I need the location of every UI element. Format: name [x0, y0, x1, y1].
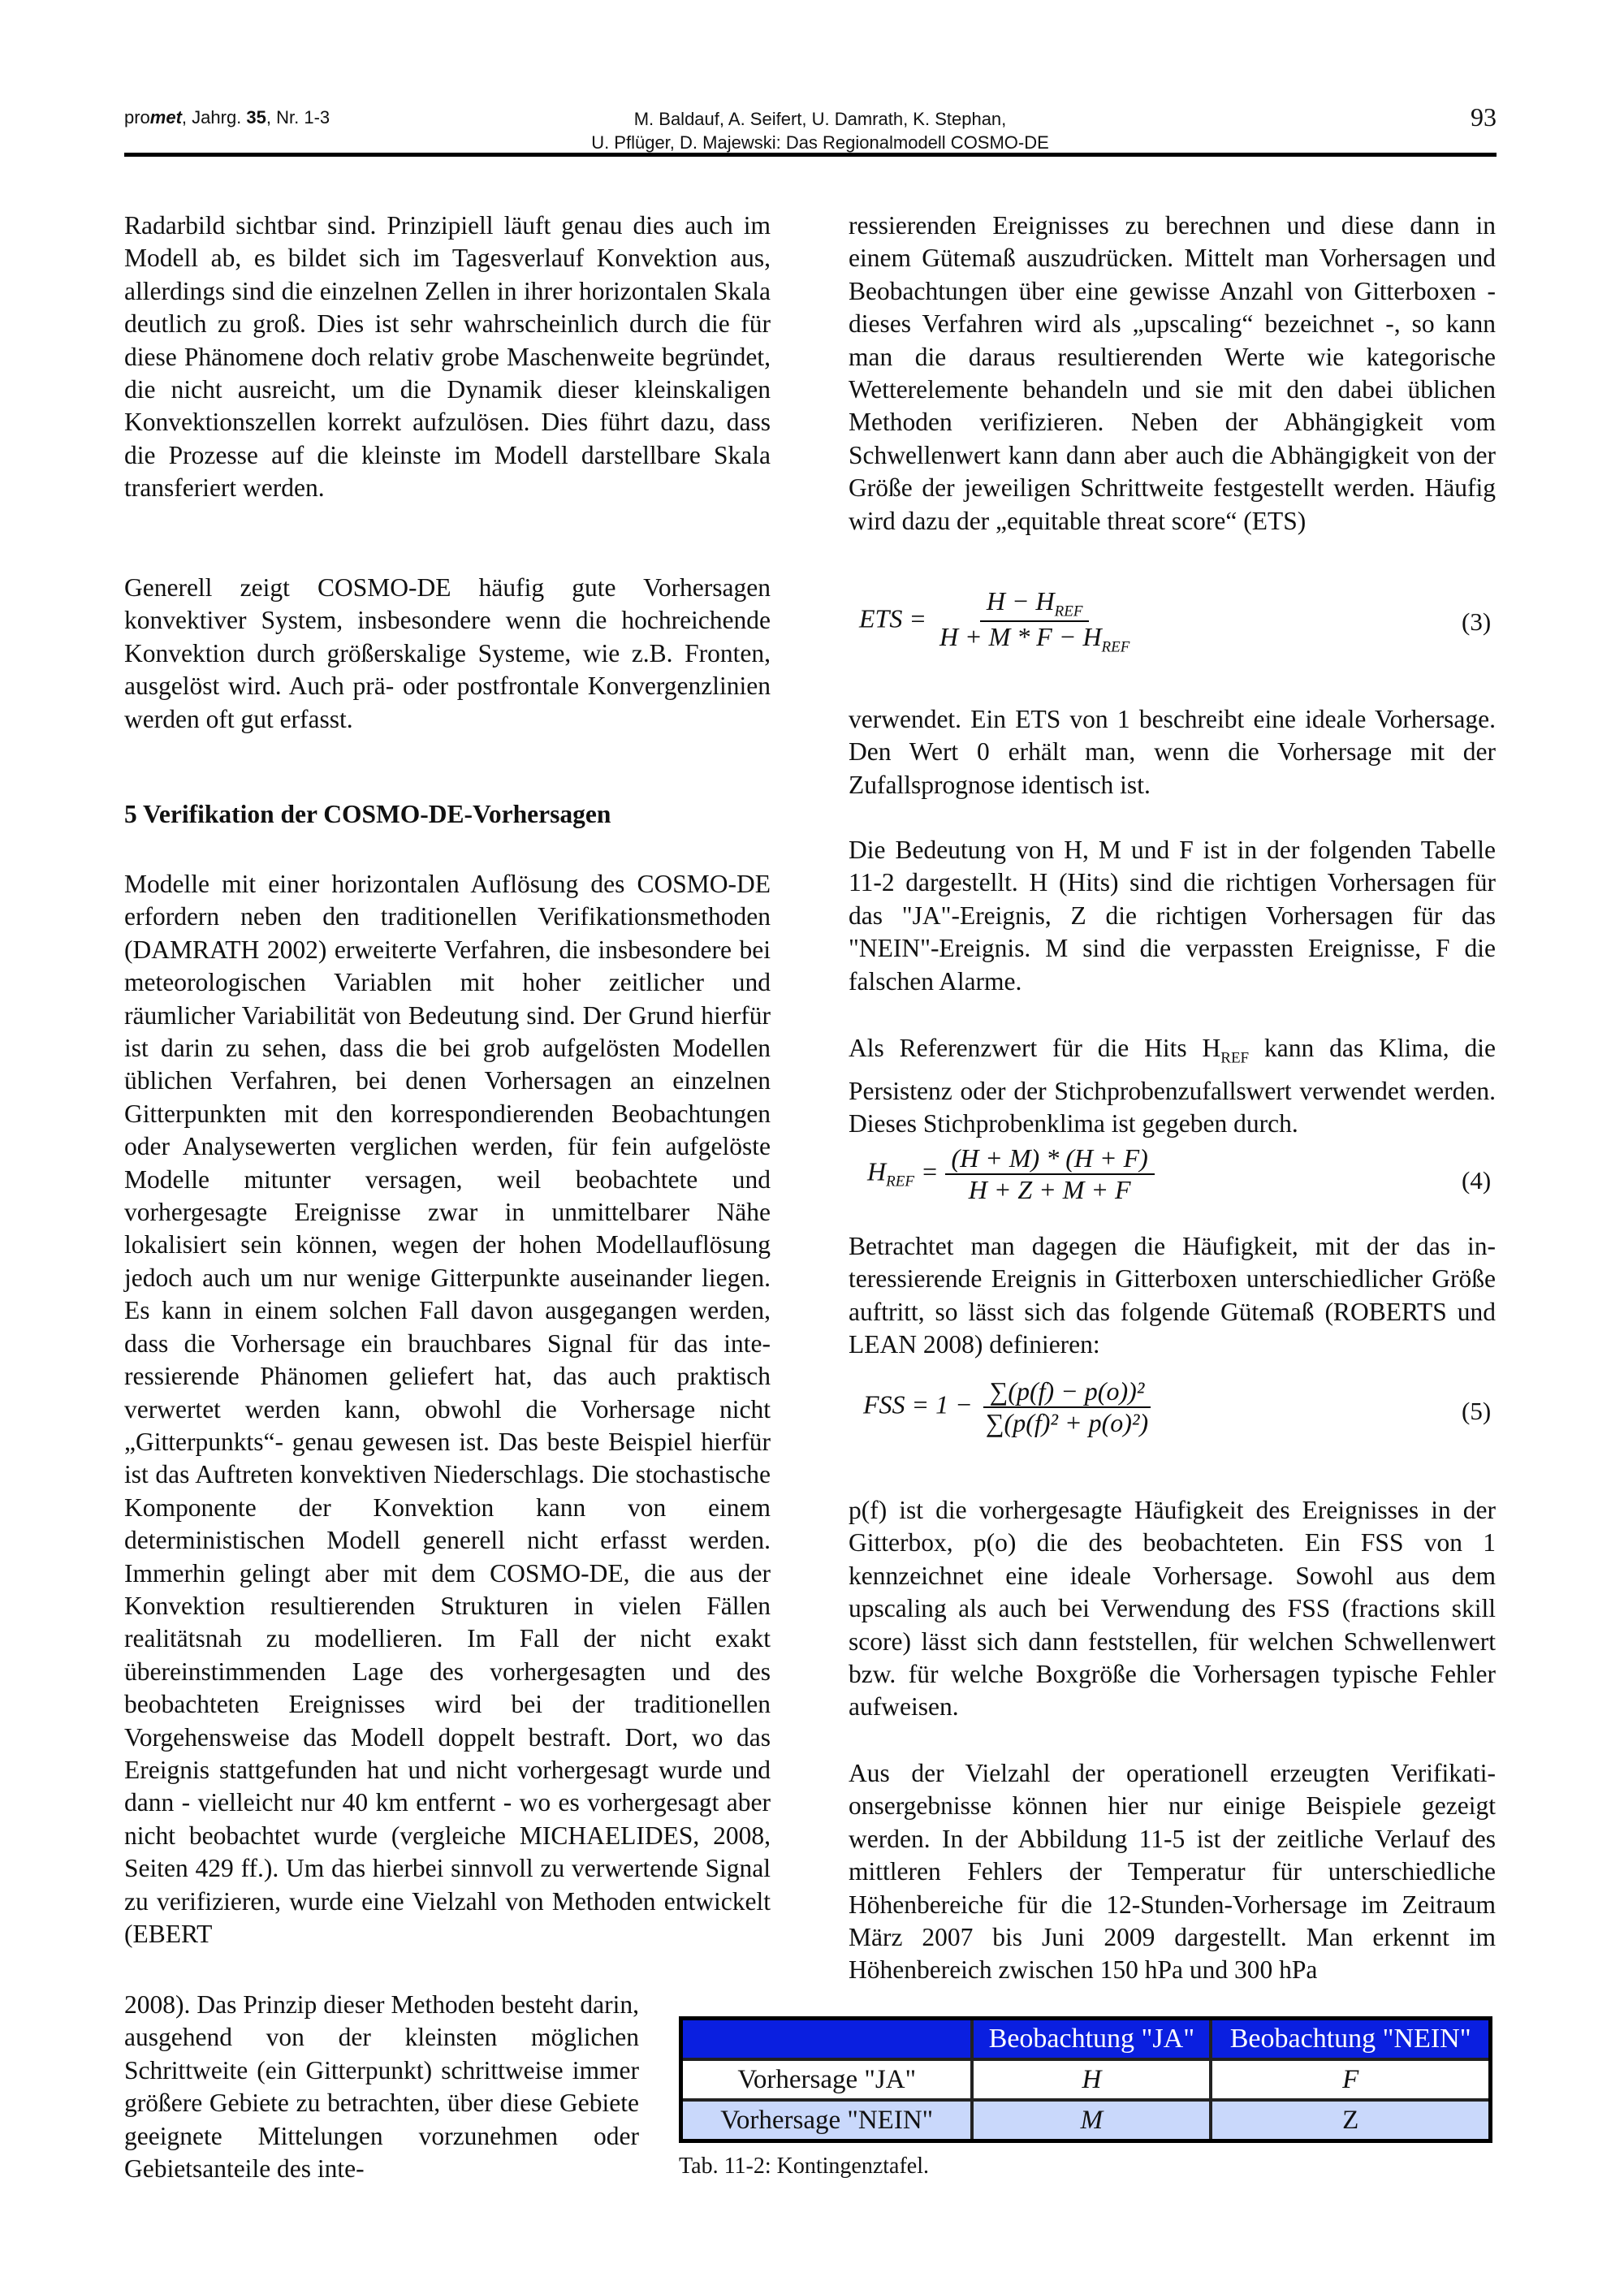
cell: M	[972, 2100, 1211, 2141]
paragraph: verwendet. Ein ETS von 1 beschreibt eine ideale Vorhersage. Den Wert 0 erhält man, wenn die Vorhersage mit der Zufallsprognose identisch ist.	[849, 705, 1496, 799]
paragraph: Die Bedeutung von H, M und F ist in der folgenden Tabelle 11-2 dargestellt. H (Hits) sind die richtigen Vorhersagen für das "JA"-Ereignis, Z die richtigen Vorhersagen für das "NEIN"-Ereignis. M sind die verpassten Ereignisse, F die falschen Alarme.	[849, 836, 1496, 996]
paragraph	[849, 1032, 1496, 1141]
header-cell: Beobachtung "NEIN"	[1211, 2019, 1490, 2060]
text: kann das Klima, die Persistenz oder der Stichprobenzufallswert verwendet werden. Dieses Stichprobenklima ist gegeben durch.	[849, 1034, 1496, 1138]
running-title	[455, 107, 1186, 154]
eq-lhs: H	[867, 1156, 887, 1186]
paragraph-continued: 2008). Das Prinzip dieser Methoden besteht darin, ausgehend von der kleinsten möglichen Schrittweite (ein Gitterpunkt) schrittweise immer größere Gebiete zu betrachten, über diese Gebiete geeignete Mittelungen vorzunehmen oder Gebietsanteile des inte-	[124, 1990, 639, 2184]
paragraph: Aus der Vielzahl der operationell erzeugten Verifikationsergebnisse können hier nur einige Beispiele gezeigt werden. In der Abbildung 11-5 ist der zeitliche Verlauf des mittleren Fehlers der Temperatur für unterschiedliche Höhenbereiche für die 12-Stunden-Vorhersage im Zeitraum März 2007 bis Juni 2009 dargestellt. Man erkennt im Höhenbereich zwischen 150 hPa und 300 hPa	[849, 1759, 1496, 1985]
row-label: Vorhersage "NEIN"	[681, 2100, 973, 2141]
table-row	[681, 2100, 1491, 2141]
paragraph: p(f) ist die vorhergesagte Häufigkeit des Ereignisses in der Gitterbox, p(o) die des beobachteten. Ein FSS von 1 kennzeichnet eine ideale Vorhersage. Sowohl aus dem upscaling als auch bei Verwendung des FSS (fractions skill score) lässt sich dann feststellen, für welchen Schwellenwert bzw. für welche Boxgröße die Vorhersagen typische Fehler aufweisen.	[849, 1496, 1496, 1722]
eq-numerator: (H + M) * (H + F)	[945, 1143, 1155, 1175]
section-heading: 5 Verifikation der COSMO-DE-Vorhersagen	[124, 800, 611, 828]
equation-fss	[863, 1376, 1155, 1438]
equation-number: (3)	[1462, 607, 1492, 636]
paragraph: Betrachtet man dagegen die Häufigkeit, mit der das interessierende Ereignis in Gitterboxen unterschiedlicher Größe auftritt, so lässt sich das folgende Gütemaß (ROBERTS und LEAN 2008) definieren:	[849, 1232, 1496, 1359]
journal-year: , Jahrg.	[181, 107, 247, 127]
title-line: U. Pflüger, D. Majewski: Das Regionalmodell COSMO-DE	[591, 132, 1049, 153]
cell: Z	[1211, 2100, 1490, 2141]
eq-numerator: H − H	[986, 586, 1055, 616]
page-number: 93	[1471, 102, 1497, 132]
table-caption: Tab. 11-2: Kontingenztafel.	[679, 2154, 930, 2179]
eq-lhs: FSS = 1 −	[863, 1389, 973, 1419]
paragraph: Generell zeigt COSMO-DE häufig gute Vorhersagen konvektiver System, insbesondere wenn die hochreichende Konvektion durch größerskalige Systeme, wie z.B. Fronten, ausgelöst wird. Auch prä- oder postfrontale Konvergenzlinien werden oft gut erfasst.	[124, 573, 771, 733]
journal-name-pre: pro	[124, 107, 150, 127]
journal-volume: 35	[246, 107, 266, 127]
journal-issue: , Nr. 1-3	[266, 107, 330, 127]
subscript: REF	[1220, 1049, 1250, 1067]
paragraph: ressierenden Ereignisses zu berechnen und diese dann in einem Gütemaß auszudrücken. Mittelt man Vorhersagen und Beobachtungen über eine gewisse Anzahl von Gitterboxen - dieses Verfahren wird als „upscaling“ bezeichnet -, so kann man die daraus resultierenden Werte wie kategorische Wetterelemente behandeln und sie mit den dabei üblichen Methoden verifizieren. Neben der Abhängigkeit vom Schwellenwert kann dann aber auch die Abhängigkeit von der Größe der jeweiligen Schrittweite festgestellt werden. Häufig wird dazu der „equitable threat score“ (ETS)	[849, 211, 1496, 535]
paragraph: Modelle mit einer horizontalen Auflösung des COSMO-DE erfordern neben den traditionellen Verifikationsmethoden (DAMRATH 2002) erweiterte Verfahren, die insbesondere bei meteorologischen Variablen mit hoher zeitlicher und räumlicher Variabilität von Bedeutung sind. Der Grund hierfür ist darin zu sehen, dass die bei grob aufgelösten Modellen üblichen Verfahren, bei denen Vorhersagen an einzelnen Gitterpunkten mit den korrespondierenden Beobachtungen oder Analysewerten verglichen werden, für fein aufgelöste Modelle mitunter versagen, weil beobachtete und vorhergesagte Ereignisse zwar in unmittelbarer Nähe lokalisiert sein können, wegen der hohen Modellauflösung jedoch auch um nur wenige Gitterpunkte auseinander liegen. Es kann in einem solchen Fall davon ausgegangen werden, dass die Vorhersage ein brauchbares Signal für das interessierende Phänomen geliefert hat, das auch praktisch verwertet werden kann, obwohl die Vorhersage nicht „Gitterpunkts“- genau gewesen ist. Das beste Beispiel hierfür ist das Auftreten konvektiven Niederschlags. Die stochastische Komponente der Konvektion kann von einem deterministischen Modell generell nicht erfasst werden. Immerhin gelingt aber mit dem COSMO-DE, die aus der Konvektion resultierenden Strukturen in vielen Fällen realitätsnah zu modellieren. Im Fall der nicht exakt übereinstimmenden Lage des vorhergesagten und des beobachteten Ereignisses wird bei der traditionellen Vorgehensweise das Modell doppelt bestraft. Dort, wo das Ereignis stattgefunden hat und nicht vorhergesagt wurde und dann - vielleicht nur 40 km entfernt - wo es vorhergesagt aber nicht beobachtet wurde (vergleiche MICHAELIDES, 2008, Seiten 429 ff.). Um das hierbei sinnvoll zu verwertende Signal zu verifizieren, wurde eine Vielzahl von Methoden entwickelt (EBERT	[124, 870, 771, 1948]
cell: F	[1211, 2059, 1490, 2100]
equation-number: (4)	[1462, 1166, 1492, 1195]
header-cell: Beobachtung "JA"	[972, 2019, 1211, 2060]
eq-lhs: ETS =	[859, 603, 926, 633]
contingency-table	[679, 2016, 1492, 2143]
equation-href	[867, 1143, 1155, 1205]
equation-number: (5)	[1462, 1397, 1492, 1425]
header-cell	[681, 2019, 973, 2060]
header-rule	[124, 153, 1497, 157]
eq-sub: REF	[1054, 603, 1083, 620]
row-label: Vorhersage "JA"	[681, 2059, 973, 2100]
cell: H	[972, 2059, 1211, 2100]
journal-name-em: met	[149, 107, 182, 127]
table-row	[681, 2059, 1491, 2100]
paragraph: Radarbild sichtbar sind. Prinzipiell läuft genau dies auch im Modell ab, es bildet sich im Tagesverlauf Konvektion aus, allerdings sind die einzelnen Zellen in ihrer horizontalen Skala deutlich zu groß. Dies ist sehr wahrscheinlich durch die für diese Phänomene doch relativ grobe Maschenweite begründet, die nicht ausreicht, um die Dynamik dieser kleinskaligen Konvektionszellen korrekt aufzulösen. Dies führt dazu, dass die Prozesse auf die kleinste im Modell darstellbare Skala transferiert werden.	[124, 211, 771, 503]
text: Als Referenzwert für die Hits H	[849, 1034, 1221, 1062]
authors-line: M. Baldauf, A. Seifert, U. Damrath, K. Stephan,	[633, 109, 1007, 129]
eq-denominator: ∑(p(f)² + p(o)²)	[985, 1408, 1149, 1437]
table-header-row	[681, 2019, 1491, 2060]
eq-sign: =	[914, 1156, 939, 1186]
eq-numerator: ∑(p(f) − p(o))²	[983, 1376, 1151, 1408]
eq-denominator: H + Z + M + F	[968, 1175, 1131, 1204]
equation-ets	[859, 586, 1136, 657]
journal-reference	[124, 107, 330, 128]
eq-sub: REF	[1101, 638, 1130, 656]
eq-denominator: H + M * F − H	[939, 622, 1102, 652]
eq-sub: REF	[886, 1173, 914, 1190]
